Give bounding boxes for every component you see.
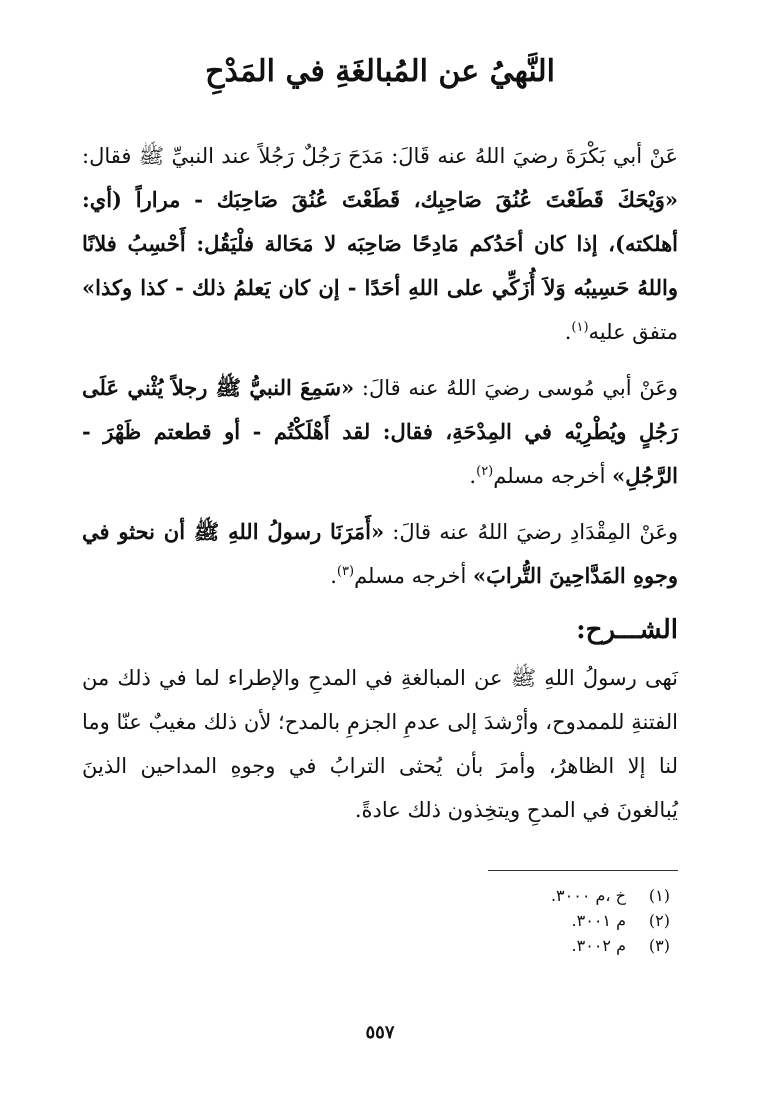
footnote-number: (٢) bbox=[648, 911, 670, 930]
hadith-source: متفق عليه bbox=[588, 320, 678, 344]
hadith-quote: «أَمَرَنَا رسولُ اللهِ ﷺ أن نحثو في وجوهِ المَدَّاحِينَ التُّرابَ» bbox=[82, 519, 678, 588]
hadith-intro: وعَنْ أبي مُوسى رضيَ اللهُ عنه قالَ: bbox=[354, 376, 678, 400]
footnote-ref[interactable]: (٣) bbox=[336, 564, 355, 579]
footnote-text: م ٣٠٠٢. bbox=[571, 936, 626, 955]
sharh-heading: الشـــرح: bbox=[576, 615, 678, 645]
footnote-list bbox=[82, 883, 678, 958]
footnote-text: خ ،م ٣٠٠٠. bbox=[550, 886, 626, 905]
chapter-title: النَّهيُ عن المُبالغَةِ في المَدْحِ bbox=[205, 54, 555, 89]
footnote-divider bbox=[488, 870, 678, 871]
footnote-ref[interactable]: (١) bbox=[571, 320, 589, 335]
hadith-quote: «وَيْحَكَ قَطَعْتَ عُنُقَ صَاحِبِك، قَطَعْتَ عُنُقَ صَاحِبَك - مراراً (أي: أهلكته)، إذا كان أحَدُكم مَادِحًا صَاحِبَه لا مَحَالة فلْيَقُل: أَحْسِبُ فلانًا واللهُ حَسِيبُه وَلاَ أُزَكِّي على اللهِ أحَدًا - إن كان يَعلمُ ذلك - كذا وكذا» bbox=[82, 187, 678, 300]
hadith-paragraph-2: وعَنْ أبي مُوسى رضيَ اللهُ عنه قالَ: «سَمِعَ النبيُّ ﷺ رجلاً يُثْني عَلَى رَجُلٍ ويُطْرِيْه في المِدْحَةِ، فقال: لقد أَهْلَكْتُم - أو قطعتم ظَهْرَ - الرَّجُلِ» أخرجه مسلم$^{(٢)}$. bbox=[82, 375, 678, 488]
footnote-ref[interactable]: (٢) bbox=[476, 464, 494, 479]
footnote-text: م ٣٠٠١. bbox=[571, 911, 626, 930]
footnote-number: (١) bbox=[648, 886, 670, 905]
hadith-intro: وعَنْ المِقْدَادِ رضيَ اللهُ عنه قالَ: bbox=[384, 520, 678, 544]
hadith-quote: «سَمِعَ النبيُّ ﷺ رجلاً يُثْني عَلَى رَجُلٍ ويُطْرِيْه في المِدْحَةِ، فقال: لقد أَهْلَكْتُم - أو قطعتم ظَهْرَ - الرَّجُلِ» bbox=[82, 375, 678, 488]
hadith-paragraph-1: عَنْ أبي بَكْرَةَ رضيَ اللهُ عنه قَالَ: مَدَحَ رَجُلٌ رَجُلاً عند النبيِّ ﷺ فقال: «وَيْحَكَ قَطَعْتَ عُنُقَ صَاحِبِك، قَطَعْتَ عُنُقَ صَاحِبَك - مراراً (أي: أهلكته)، إذا كان أحَدُكم مَادِحًا صَاحِبَه لا مَحَالة فلْيَقُل: أَحْسِبُ فلانًا واللهُ حَسِيبُه وَلاَ أُزَكِّي على اللهِ أحَدًا - إن كان يَعلمُ ذلك - كذا وكذا» متفق عليه$^{(١)}$. bbox=[82, 144, 678, 344]
footnote-item bbox=[82, 883, 678, 908]
footnote-number: (٣) bbox=[648, 936, 670, 955]
footnote-item bbox=[82, 908, 678, 933]
footnote-item bbox=[82, 933, 678, 958]
page-number: ٥٥٧ bbox=[365, 1022, 395, 1043]
hadith-intro: عَنْ أبي بَكْرَةَ رضيَ اللهُ عنه قَالَ: مَدَحَ رَجُلٌ رَجُلاً عند النبيِّ ﷺ فقال: bbox=[82, 144, 678, 168]
hadith-source: أخرجه مسلم bbox=[354, 564, 473, 588]
hadith-paragraph-3: وعَنْ المِقْدَادِ رضيَ اللهُ عنه قالَ: «أَمَرَنَا رسولُ اللهِ ﷺ أن نحثو في وجوهِ المَدَّاحِينَ التُّرابَ» أخرجه مسلم$^{(٣)}$. bbox=[82, 519, 678, 588]
sharh-text: نَهى رسولُ اللهِ ﷺ عن المبالغةِ في المدحِ والإطراء لما في ذلك من الفتنةِ للممدوح، وأرْشدَ إلى عدمِ الجزمِ بالمدح؛ لأن ذلك مغيبٌ عنّا وما لنا إلا الظاهرُ، وأمرَ بأن يُحثى الترابُ في وجوهِ المداحين الذينَ يُبالغونَ في المدحِ ويتخِذون ذلك عادةً. bbox=[82, 666, 679, 822]
hadith-source: أخرجه مسلم bbox=[493, 464, 613, 488]
